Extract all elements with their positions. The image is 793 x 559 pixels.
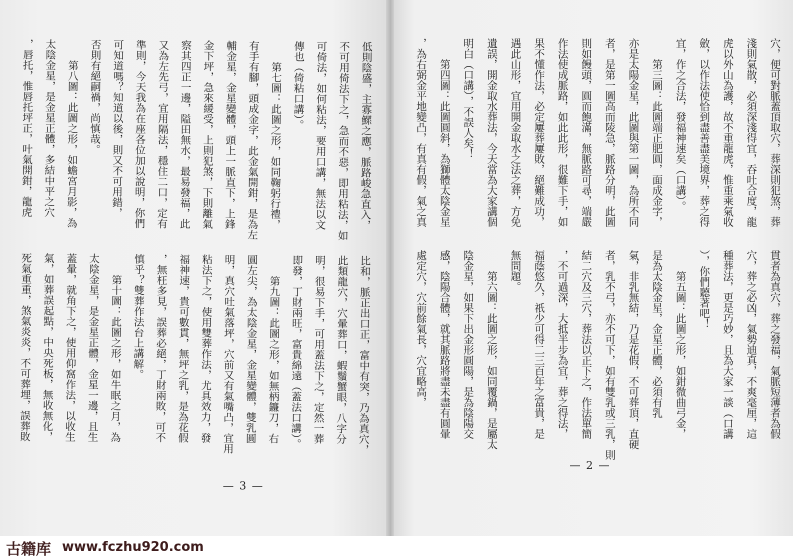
text-column: 遺誤，開金取水葬法，今天當為大家講個 xyxy=(485,38,498,227)
page-number: — 2 — xyxy=(569,459,611,472)
lower-tier xyxy=(408,250,786,460)
text-column: 虎以外山為護，故不重龍虎，惟重乘氣收 xyxy=(721,38,734,227)
watermark-site-name: 古籍库 xyxy=(6,540,52,558)
text-column: 第十圖：此圖之形，如牛眠之月，為 xyxy=(109,274,123,443)
text-column: 貫者為真穴，葬之發福，氣脈短薄者為假 xyxy=(769,250,781,439)
text-column: ，不可過深，大抵半步為宜，葬之得法， xyxy=(556,250,569,439)
text-column: 第六圖：此圖之形，如同覆鍋，是屬太 xyxy=(485,271,498,450)
text-column: 第七圖：此圖之形，如同鞠躬行禮， xyxy=(268,61,283,230)
text-column: 氣，如葬誤起點，中央死板，無收無化， xyxy=(41,252,55,442)
text-column: 明，真穴吐氣落坪，穴前又有氣嘴凸，宜用 xyxy=(221,254,236,454)
text-column: 準則，今天我為在座各位加以說明，你們 xyxy=(133,39,147,229)
text-column: 者，是第一圖高而陵急，脈路分明，此圖 xyxy=(603,38,616,227)
text-column: 死氣重重，煞氣炎炎，不可葬埋，誤葬敗 xyxy=(18,252,33,442)
text-column: 有手有腳，頭成金字，此金氣開鉗，是為左 xyxy=(246,40,260,240)
text-column: 福神速，貴可數貫，無坪之乳，是為花假 xyxy=(176,253,191,443)
text-column: 圓左尖，為太陰金星，金星變體，雙乳圓 xyxy=(244,254,259,444)
text-column: 結二穴及三穴，葬法以正下之，作法單簡 xyxy=(580,250,593,439)
page-right xyxy=(390,0,793,536)
text-column: ，唇托，惟唇托坪正，叶氣開鉗，龍虎 xyxy=(20,38,34,218)
text-column: 遇此山形，宜用開金取水之法之葬，方免 xyxy=(509,38,522,227)
text-column: 否則有絕嗣禍，尚慎哉。 xyxy=(88,39,102,155)
text-column: 比和，脈正出口正，富中有突，乃為真穴， xyxy=(357,255,372,455)
text-column: 察其四正一邊，隘田無水，最易發福，此 xyxy=(178,39,193,229)
text-column: 第四圖：此圖圓斜，為獅體太陰金星 xyxy=(438,59,451,227)
text-column: 可倚法，如何粘法，要用口講，無法以文 xyxy=(314,40,328,231)
text-column: 陰金星，如果下出金形圓陽，是為陰陽交 xyxy=(462,250,475,439)
text-column: 太陰金星，是金星正體，金星一邊，且生 xyxy=(86,253,100,443)
text-column: 低則陰盛，主寡鰥之應，脈路峻急直入， xyxy=(359,41,373,231)
text-column: 可知道嗎？知道以後，則又不可用錯， xyxy=(110,39,125,218)
text-column: 不可用倚法下之，急而不惡，即用粘法，如 xyxy=(336,41,351,241)
text-column: ，無枉多見，誤葬必絕，丁財兩敗，可不 xyxy=(154,253,168,443)
page-number: — 3 — xyxy=(222,479,264,493)
text-column: 粘法下之，使用雙葬作法，尤具效力，發 xyxy=(199,254,213,444)
upper-tier xyxy=(408,38,786,244)
text-column: 福蔭悠久，祇少可得二三百年之富貴，是 xyxy=(533,250,546,439)
text-column: 太陰金星，是金星正體，多結中平之穴 xyxy=(43,38,57,218)
watermark-url: www.fczhu920.com xyxy=(62,540,204,555)
text-column: 即發，丁財兩旺，富貴綿遠（蓋法口講）。 xyxy=(289,254,304,450)
text-column: 者，乳不弓，亦不可下，如有雙乳或三乳，則 xyxy=(603,250,616,460)
text-column: 無問題。 xyxy=(509,250,522,292)
text-column: 處定穴，穴前餘氣長，穴宜略高， xyxy=(415,250,428,408)
text-column: 明白（口講），不誤人矣！ xyxy=(462,38,475,159)
watermark-bar xyxy=(0,536,793,559)
text-column: 感，陰陽合體，就其脈路將盡未盡有圓暈 xyxy=(438,250,451,439)
text-column: 作法使成脈路，如此此形，很難下手，如 xyxy=(556,38,569,227)
text-column: ，為右弼金平地變凸，有真有假，氣之真 xyxy=(415,38,428,227)
book-gutter xyxy=(386,0,394,536)
text-column: 第五圖：此圖之形，如鉗微曲弓金， xyxy=(674,271,687,439)
page-left-content xyxy=(0,0,392,538)
text-column: 輔金星，金星變體，頭上一脈直下，上鋒 xyxy=(223,40,238,230)
text-column: 則如饅頭，圓而飽滿，無脈路可尋，端嚴 xyxy=(580,38,593,227)
text-column: 氣，非乳無結，乃是花假，不可葬頂，直硬 xyxy=(627,250,640,450)
text-column: 亦是太陽金星，此圖與第一圖，為所不同 xyxy=(627,38,640,227)
text-column: 果不懂作法，必定屢葬屢敗，絕難成功， xyxy=(533,38,546,227)
text-column: 第八圖：此圖之形，如蟾宮月影，為 xyxy=(65,59,79,229)
text-column: 傳也（倚粘口講）。 xyxy=(292,40,306,131)
text-column: 宜，作之合法，發福神速矣（口講）。 xyxy=(674,38,687,212)
text-column: 淺則氣散，必須深淺得宜，吞吐合度，龍 xyxy=(745,38,758,227)
text-column: 慎乎？雙葬作法台上講解。 xyxy=(132,253,146,380)
text-column: 明，很易下手，可用蓋法下之，定然一葬 xyxy=(312,254,326,445)
text-column: 第九圖：此圖之形，如無柄鐮刀，右 xyxy=(267,275,281,444)
text-column: 穴，葬之必凶，氣勢迪真，不爽毫厘，這 xyxy=(745,250,758,439)
text-column: 第三圖：此圖端正肥圓，面成金字， xyxy=(651,59,664,227)
text-column: 穴，便可對脈蓋頂取穴，葬深則犯煞，葬 xyxy=(769,38,781,227)
text-column: 此類龍穴，穴暈葬口，蝦鬚蟹眼，八字分 xyxy=(335,255,349,445)
text-column: ），你們聽著吧！ xyxy=(698,250,711,329)
page-left xyxy=(0,0,390,536)
text-column: 金下坪，急來緩受，上則犯煞，下則離氣 xyxy=(201,40,215,230)
upper-tier xyxy=(14,39,378,248)
text-column: 蓋暈，就角下之，使用仰窩作法，以收生 xyxy=(63,252,78,443)
text-column: 斂，以作法使恰到盡善盡美境界，葬之得 xyxy=(698,38,711,227)
text-column: 是為太陰金星，金星正體，必須有乳 xyxy=(651,250,664,418)
lower-tier xyxy=(12,253,376,462)
text-column: 又為左先弓，宜用隔法，穩住二口，定有 xyxy=(155,39,170,229)
text-column: 種葬法，更是巧妙，且為大家一談（口講 xyxy=(721,250,734,439)
